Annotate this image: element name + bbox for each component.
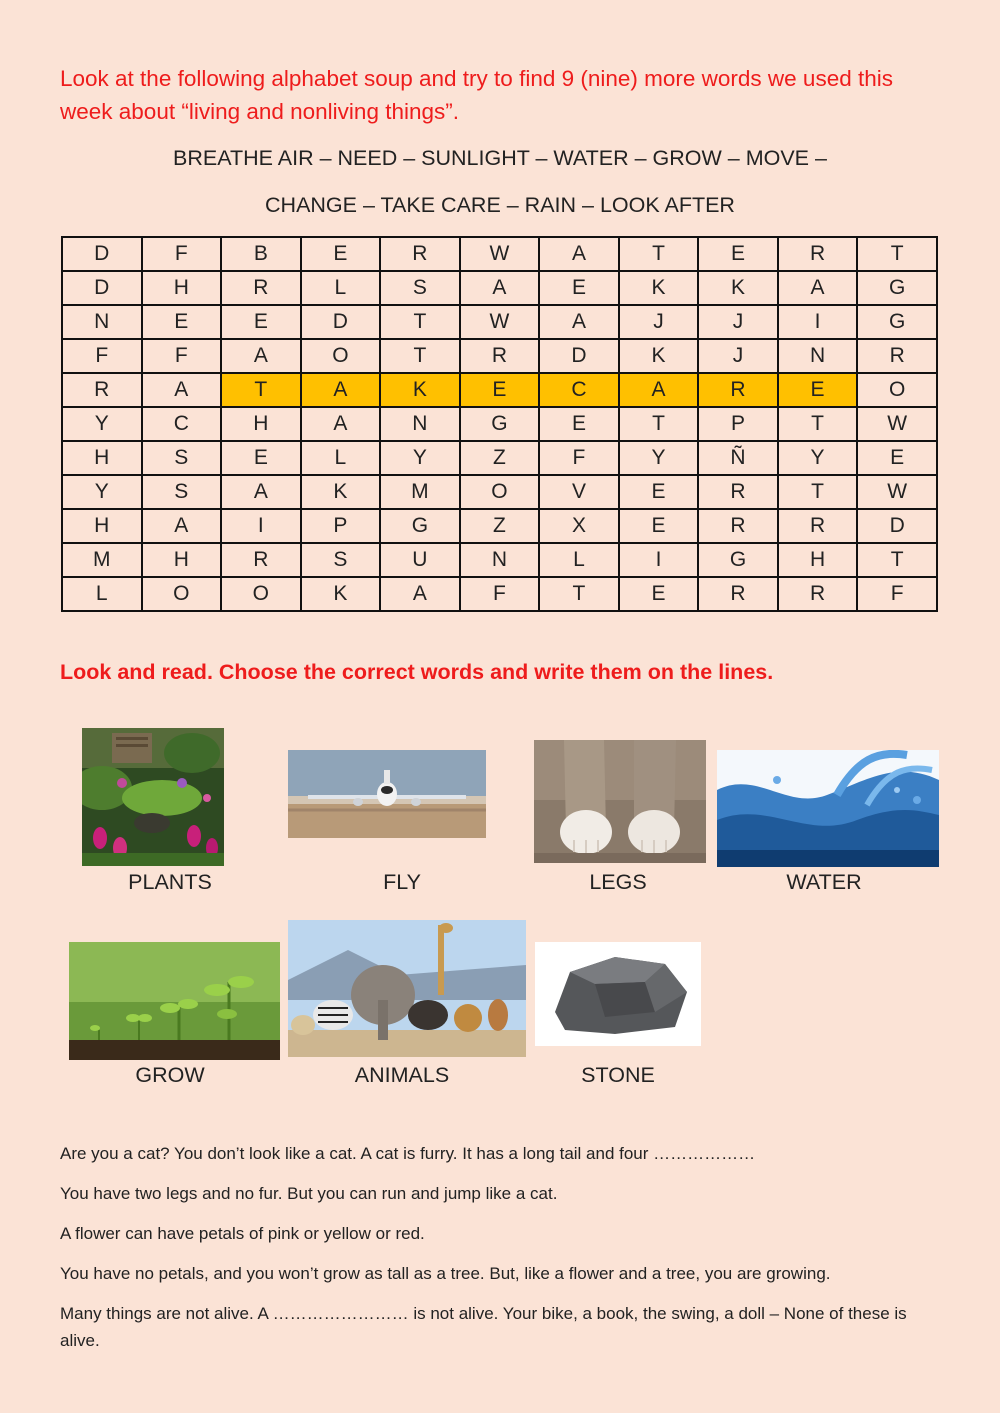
soup-cell: E: [857, 441, 937, 475]
soup-cell: A: [619, 373, 699, 407]
soup-cell: A: [221, 339, 301, 373]
stone-label: STONE: [581, 1063, 655, 1087]
soup-cell: R: [778, 577, 858, 611]
soup-cell: J: [619, 305, 699, 339]
soup-cell: E: [619, 577, 699, 611]
soup-cell: W: [460, 305, 540, 339]
soup-cell: E: [698, 237, 778, 271]
soup-cell: V: [539, 475, 619, 509]
soup-cell: G: [857, 271, 937, 305]
soup-cell: K: [380, 373, 460, 407]
soup-row: [62, 577, 937, 611]
soup-cell: H: [778, 543, 858, 577]
soup-row: [62, 441, 937, 475]
task2-title: Look and read. Choose the correct words and write them on the lines.: [60, 660, 774, 684]
soup-cell: O: [857, 373, 937, 407]
soup-cell: O: [460, 475, 540, 509]
soup-row: [62, 543, 937, 577]
soup-cell: R: [221, 271, 301, 305]
soup-cell: R: [698, 509, 778, 543]
paragraph-1: Are you a cat? You don’t look like a cat. A cat is furry. It has a long tail and four ………………: [60, 1144, 756, 1163]
soup-cell: K: [619, 271, 699, 305]
paragraph-2: You have two legs and no fur. But you can run and jump like a cat.: [60, 1184, 558, 1203]
soup-cell: S: [380, 271, 460, 305]
soup-cell: A: [460, 271, 540, 305]
soup-cell: O: [142, 577, 222, 611]
soup-cell: G: [460, 407, 540, 441]
soup-row: [62, 305, 937, 339]
soup-cell: K: [301, 475, 381, 509]
soup-cell: I: [619, 543, 699, 577]
word-list-line-1: BREATHE AIR – NEED – SUNLIGHT – WATER – GROW – MOVE –: [173, 146, 827, 170]
soup-cell: Y: [380, 441, 460, 475]
soup-cell: T: [221, 373, 301, 407]
soup-cell: Y: [778, 441, 858, 475]
soup-cell: E: [539, 407, 619, 441]
paragraph-3: A flower can have petals of pink or yellow or red.: [60, 1224, 425, 1243]
soup-cell: D: [62, 271, 142, 305]
soup-cell: D: [62, 237, 142, 271]
soup-cell: E: [619, 475, 699, 509]
soup-cell: R: [460, 339, 540, 373]
grow-label: GROW: [135, 1063, 205, 1087]
soup-cell: A: [539, 237, 619, 271]
water-label: WATER: [786, 870, 862, 894]
instructions-text: Look at the following alphabet soup and try to find 9 (nine) more words we used this week about “living and nonliving things”.: [60, 66, 893, 124]
soup-cell: E: [221, 305, 301, 339]
soup-cell: E: [539, 271, 619, 305]
soup-cell: H: [221, 407, 301, 441]
fly-label: FLY: [383, 870, 421, 894]
soup-cell: N: [380, 407, 460, 441]
soup-cell: L: [62, 577, 142, 611]
soup-cell: O: [301, 339, 381, 373]
soup-cell: Y: [62, 475, 142, 509]
soup-cell: T: [539, 577, 619, 611]
alphabet-soup-grid: [61, 236, 938, 612]
soup-cell: Y: [619, 441, 699, 475]
soup-cell: H: [62, 509, 142, 543]
soup-cell: T: [380, 305, 460, 339]
soup-cell: N: [460, 543, 540, 577]
water-image: [717, 750, 939, 867]
soup-cell: A: [142, 373, 222, 407]
soup-cell: D: [301, 305, 381, 339]
soup-cell: F: [539, 441, 619, 475]
soup-cell: T: [619, 237, 699, 271]
soup-cell: L: [301, 271, 381, 305]
soup-cell: P: [698, 407, 778, 441]
soup-cell: T: [857, 237, 937, 271]
soup-row: [62, 339, 937, 373]
soup-cell: C: [142, 407, 222, 441]
soup-cell: R: [778, 509, 858, 543]
soup-cell: H: [142, 543, 222, 577]
soup-cell: S: [301, 543, 381, 577]
soup-cell: W: [857, 475, 937, 509]
soup-cell: L: [539, 543, 619, 577]
soup-cell: F: [142, 339, 222, 373]
soup-cell: D: [539, 339, 619, 373]
soup-cell: E: [778, 373, 858, 407]
soup-cell: A: [301, 373, 381, 407]
soup-cell: R: [698, 577, 778, 611]
soup-cell: S: [142, 475, 222, 509]
soup-cell: M: [62, 543, 142, 577]
soup-cell: D: [857, 509, 937, 543]
paragraph-5: Many things are not alive. A …………………… is not alive. Your bike, a book, the swing, a doll – None of these is alive.: [60, 1304, 907, 1350]
soup-cell: E: [301, 237, 381, 271]
soup-cell: A: [539, 305, 619, 339]
soup-cell: A: [142, 509, 222, 543]
airplane-image: [288, 750, 486, 838]
plants-label: PLANTS: [128, 870, 212, 894]
soup-cell: K: [619, 339, 699, 373]
soup-cell: R: [380, 237, 460, 271]
soup-cell: A: [778, 271, 858, 305]
soup-cell: H: [142, 271, 222, 305]
soup-cell: W: [857, 407, 937, 441]
soup-cell: F: [460, 577, 540, 611]
word-list-line-2: CHANGE – TAKE CARE – RAIN – LOOK AFTER: [265, 193, 735, 217]
animals-image: [288, 920, 526, 1057]
legs-label: LEGS: [589, 870, 647, 894]
paragraph-4: You have no petals, and you won’t grow as tall as a tree. But, like a flower and a tree, you are growing.: [60, 1264, 831, 1283]
soup-cell: F: [857, 577, 937, 611]
soup-cell: S: [142, 441, 222, 475]
soup-cell: G: [857, 305, 937, 339]
soup-cell: T: [380, 339, 460, 373]
soup-cell: R: [62, 373, 142, 407]
soup-cell: K: [698, 271, 778, 305]
stone-image: [535, 942, 701, 1046]
animals-label: ANIMALS: [354, 1063, 450, 1087]
soup-cell: T: [857, 543, 937, 577]
soup-cell: O: [221, 577, 301, 611]
soup-cell: K: [301, 577, 381, 611]
soup-cell: I: [221, 509, 301, 543]
soup-cell: P: [301, 509, 381, 543]
soup-row: [62, 407, 937, 441]
soup-cell: Y: [62, 407, 142, 441]
soup-cell: Ñ: [698, 441, 778, 475]
soup-cell: Z: [460, 441, 540, 475]
soup-cell: I: [778, 305, 858, 339]
soup-cell: E: [460, 373, 540, 407]
grow-seedlings-image: [69, 942, 280, 1060]
soup-cell: T: [778, 475, 858, 509]
soup-cell: E: [619, 509, 699, 543]
soup-row: [62, 373, 937, 407]
soup-cell: R: [698, 475, 778, 509]
soup-cell: F: [142, 237, 222, 271]
soup-cell: C: [539, 373, 619, 407]
soup-cell: W: [460, 237, 540, 271]
soup-cell: X: [539, 509, 619, 543]
soup-cell: J: [698, 305, 778, 339]
soup-cell: G: [698, 543, 778, 577]
soup-row: [62, 475, 937, 509]
soup-cell: A: [221, 475, 301, 509]
soup-cell: E: [221, 441, 301, 475]
soup-cell: H: [62, 441, 142, 475]
soup-cell: L: [301, 441, 381, 475]
soup-cell: G: [380, 509, 460, 543]
plants-image: [82, 728, 224, 866]
soup-cell: M: [380, 475, 460, 509]
soup-cell: U: [380, 543, 460, 577]
soup-row: [62, 271, 937, 305]
soup-cell: Z: [460, 509, 540, 543]
soup-cell: R: [221, 543, 301, 577]
soup-cell: R: [857, 339, 937, 373]
soup-row: [62, 509, 937, 543]
soup-cell: J: [698, 339, 778, 373]
soup-cell: T: [619, 407, 699, 441]
soup-cell: R: [778, 237, 858, 271]
soup-cell: F: [62, 339, 142, 373]
cat-paws-image: [534, 740, 706, 863]
soup-cell: R: [698, 373, 778, 407]
soup-row: [62, 237, 937, 271]
soup-cell: A: [380, 577, 460, 611]
soup-cell: E: [142, 305, 222, 339]
soup-cell: T: [778, 407, 858, 441]
soup-cell: A: [301, 407, 381, 441]
soup-cell: N: [778, 339, 858, 373]
soup-cell: B: [221, 237, 301, 271]
soup-cell: N: [62, 305, 142, 339]
